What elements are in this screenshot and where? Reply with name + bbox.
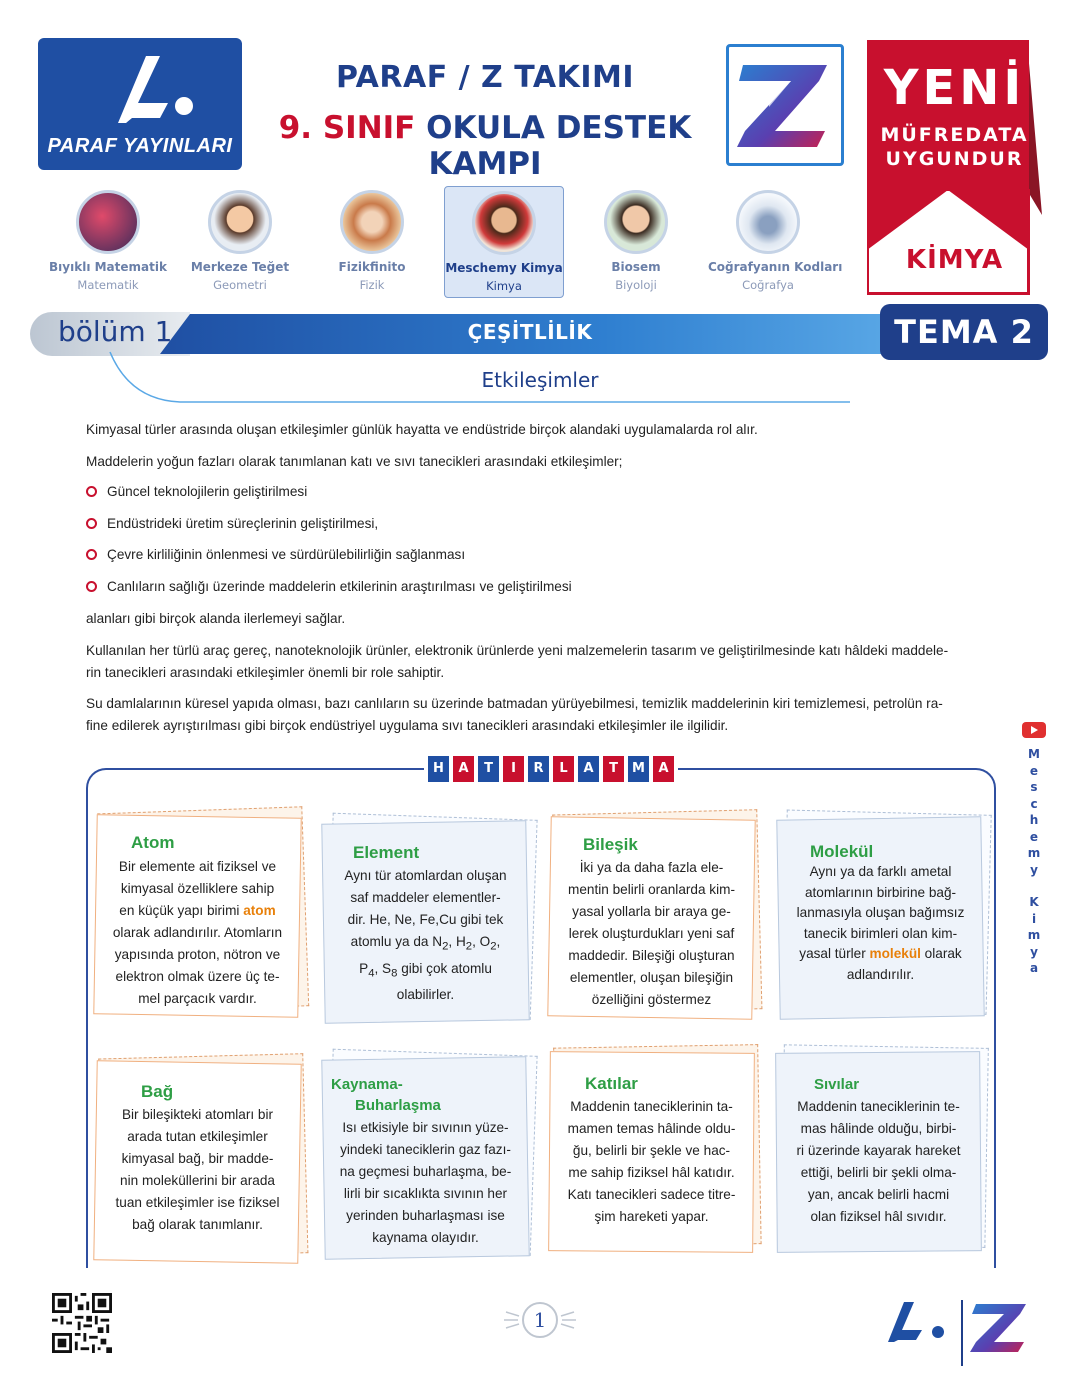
card-body: Maddenin taneciklerinin te- mas hâlinde olduğu, birbi- ri üzerinde kayarak hareket ettiği, belirli bir şekli olma- yan, ancak belirli hacmi olan fiziksel hâl sıvıdır.: [796, 1099, 961, 1224]
header-title-line1: PARAF / Z TAKIMI: [335, 60, 635, 95]
avatar: [340, 190, 404, 254]
publisher-name-rest: YAYINLARI: [123, 135, 233, 157]
footer-logos: [886, 1296, 1036, 1368]
channel-name: Biosem: [611, 260, 661, 274]
card-body: Bir elemente ait fiziksel ve kimyasal özelliklere sahip en küçük yapı birimi atom olarak adlandırılır. Atomların yapısında proton, nötron ve elektron olmak üzere üç te- mel parçacık vardır.: [112, 859, 283, 1006]
page-number: 1: [533, 1308, 547, 1332]
bolum-label: bölüm 1: [58, 315, 173, 348]
card-body: Bir bileşikteki atomları bir arada tutan etkileşimler kimyasal bağ, bir madde- nin moleküllerini bir arada tuan etkileşimler ise fiziksel bağ olarak tanımlanır.: [115, 1107, 280, 1232]
channel-cografyanin-kodlari[interactable]: [708, 186, 843, 298]
youtube-icon[interactable]: [1022, 722, 1046, 738]
card-body: Aynı ya da farklı ametal atomlarının birbirine bağ- lanmasıyla oluşan bağımsız tanecik birimleri olan kim- yasal türler molekül olarak adlandırılır.: [796, 864, 965, 982]
grade-label: 9. SINIF: [278, 110, 416, 146]
tema-badge: TEMA 2: [880, 304, 1048, 360]
hatirlatma-banner: H A T I R L A T M A: [424, 756, 678, 782]
card-molekul: [778, 818, 983, 1018]
paragraph-1: Kimyasal türler arasında oluşan etkileşimler günlük hayatta ve endüstride birçok alandaki uygulamalarda rol alır.: [86, 422, 758, 437]
ribbon-subject: KİMYA: [905, 245, 1004, 275]
channel-name: Bıyıklı Matematik: [49, 260, 167, 274]
channel-subject: Geometri: [213, 278, 267, 292]
card-body: İki ya da daha fazla ele- mentin belirli oranlarda kim- yasal yollarla bir araya ge- lerek oluşturdukları yeni saf maddedir. Bileşiği oluşturan elementler, oluşan bileşiğin özelliğini göstermez: [568, 860, 735, 1007]
ribbon-mufredata: MÜFREDATA: [880, 124, 1029, 146]
channel-subject: Kimya: [486, 279, 522, 293]
paragraph-4b: rin tanecikleri arasındaki etkileşimler önemli bir role sahiptir.: [86, 665, 445, 680]
card-element: [323, 822, 528, 1022]
card-kaynama-buharlasma: [323, 1058, 528, 1258]
avatar: [472, 191, 536, 255]
card-bilesik: [549, 818, 754, 1018]
card-title: Katılar: [585, 1074, 638, 1093]
card-title: Molekül: [810, 842, 874, 861]
side-channel-label: M e s c h e m y K i m y a: [1027, 747, 1041, 975]
avatar: [76, 190, 140, 254]
bullet-icon: [86, 518, 97, 529]
avatar: [604, 190, 668, 254]
card-title: Bileşik: [583, 835, 638, 854]
ribbon-uygundur: UYGUNDUR: [885, 148, 1024, 170]
channel-name: Coğrafyanın Kodları: [708, 260, 843, 274]
card-sivilar: [776, 1052, 981, 1252]
bullet-item: Çevre kirliliğinin önlenmesi ve sürdürülebilirliğin sağlanması: [86, 547, 465, 562]
bullet-icon: [86, 581, 97, 592]
card-katilar: [549, 1052, 754, 1252]
ribbon-yeni: YENİ: [883, 60, 1026, 116]
section-title: ÇEŞİTLİLİK: [467, 320, 593, 344]
bullet-item: Canlıların sağlığı üzerinde maddelerin etkilerinin araştırılması ve geliştirilmesi: [86, 579, 572, 594]
bullet-item: Endüstrideki üretim süreçlerinin geliştirilmesi,: [86, 516, 378, 531]
paragraph-5a: Su damlalarının küresel yapıda olması, bazı canlıların su üzerinde batmadan yürüyebilmesi, temizlik maddelerinin kiri temizlemesi, petrolün ra-: [86, 696, 943, 711]
card-title: Atom: [131, 833, 175, 852]
z-logo-icon: [729, 47, 841, 163]
channel-name: Meschemy Kimya: [445, 261, 563, 275]
card-title: Sıvılar: [814, 1076, 860, 1093]
card-body: Isı etkisiyle bir sıvının yüze- yindeki taneciklerin gaz fazı- na geçmesi buharlaşma, be- lirli bir sıcaklıkta sıvının her yerinden buharlaşması ise kaynama olayıdır.: [339, 1120, 512, 1245]
channel-name: Merkeze Teğet: [190, 260, 290, 274]
qr-code-icon[interactable]: [52, 1293, 112, 1353]
card-title: Bağ: [141, 1082, 174, 1101]
channel-subject: Fizik: [359, 278, 385, 292]
paragraph-2: Maddelerin yoğun fazları olarak tanımlanan katı ve sıvı tanecikleri arasındaki etkileşimler;: [86, 454, 623, 469]
card-bag: [95, 1062, 300, 1262]
z-takimi-logo: [726, 44, 844, 166]
card-atom: [95, 816, 300, 1016]
channel-merkeze-teget[interactable]: [180, 186, 300, 298]
bullet-icon: [86, 549, 97, 560]
card-title-line2: Buharlaşma: [355, 1097, 441, 1114]
publisher-name-bold: PARAF: [47, 135, 118, 157]
camp-label: OKULA DESTEK KAMPI: [426, 110, 692, 182]
channel-name: Fizikfinito: [338, 260, 406, 274]
channel-biosem[interactable]: [576, 186, 696, 298]
publisher-logo: [38, 38, 242, 170]
card-title: Element: [353, 843, 420, 862]
card-body: Aynı tür atomlardan oluşan saf maddeler elementler- dir. He, Ne, Fe,Cu gibi tek atomlu ya da $N_2$, $H_2$, $O_2$, $P_4$, $S_8$ gibi çok atomlu olabilirler.: [344, 868, 507, 1003]
page-subtitle: Etkileşimler: [481, 368, 599, 392]
avatar: [736, 190, 800, 254]
channel-subject: Biyoloji: [615, 278, 657, 292]
bullet-item: Güncel teknolojilerin geliştirilmesi: [86, 484, 307, 499]
channel-biyikli-matematik[interactable]: [48, 186, 168, 298]
paraf-logo-icon: [98, 48, 198, 128]
paragraph-3: alanları gibi birçok alanda ilerlemeyi sağlar.: [86, 611, 346, 626]
channel-meschemy-kimya[interactable]: [444, 186, 564, 298]
channel-fizikfinito[interactable]: [312, 186, 432, 298]
card-title-line1: Kaynama-: [331, 1076, 403, 1093]
channel-subject: Coğrafya: [742, 278, 794, 292]
header-title-line2: [250, 110, 720, 182]
card-body: Maddenin taneciklerinin ta- mamen temas hâlinde oldu- ğu, belirli bir şekle ve hac- me sahip fiziksel hâl katıdır. Katı tanecikleri sadece titre- şim hareketi yapar.: [567, 1099, 736, 1224]
paragraph-4a: Kullanılan her türlü araç gereç, nanoteknolojik ürünler, elektronik ürünlerde yeni malzemelerin tasarım ve geliştirilmesinde katı hâldeki maddele-: [86, 643, 949, 658]
bullet-icon: [86, 486, 97, 497]
channel-subject: Matematik: [77, 278, 139, 292]
paragraph-5b: fine edilerek ayrıştırılması gibi birçok endüstriyel uygulama sıvı tanecikleri arasındaki etkileşimler ile ilgilidir.: [86, 718, 729, 733]
avatar: [208, 190, 272, 254]
